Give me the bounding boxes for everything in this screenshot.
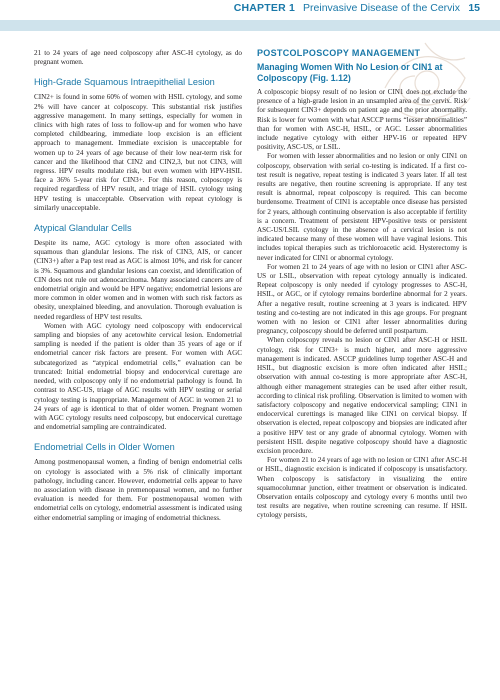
postcolpo-paragraph-3: For women 21 to 24 years of age with no lesion or CIN1 after ASC-US or LSIL, observation with repeat cytology annually is indicated. Repeat colposcopy is only needed if cytology progresses to ASC-H, HSIL, or AGC, or if cytology remains borderline abnormal for 2 years. After a negative result, routine screening at 3 years is indicated. HPV testing and co-testing are not indicated in this age groups. For pregnant women with no lesion or CIN1 after lesser abnormalities during pregnancy, colposcopy should be deferred until postpartum. <box>257 262 467 336</box>
postcolpo-paragraph-5: For women 21 to 24 years of age with no lesion or CIN1 after ASC-H or HSIL, diagnostic excision is indicated if colposcopy is unsatisfactory. When colposcopy is satisfactory in visualizing the entire squamocolumnar junction, either treatment or observation is indicated. Observation entails colposcopy and cytology every 6 months until two test results are negative, when routine screening can resume. If HSIL cytology persists, <box>257 456 467 520</box>
endometrial-paragraph: Among postmenopausal women, a finding of benign endometrial cells on cytology is associated with a 5% risk of clinically important pathology, including cancer. However, endometrial cells appear to have no association with disease in premenopausal women, and no further evaluation is needed for them. For postmenopausal women with endometrial cells on cytology, endometrial assessment is indicated using either endometrial sampling or imaging of endometrial thickness. <box>34 458 242 522</box>
running-head <box>234 2 460 14</box>
endometrial-heading: Endometrial Cells in Older Women <box>34 442 175 453</box>
page-header <box>0 0 500 38</box>
postcolpo-paragraph-4: When colposcopy reveals no lesion or CIN1 after ASC-H or HSIL cytology, risk for CIN3+ is much higher, and more aggressive management is indicated. ASCCP guidelines lump together ASC-H and HSIL, but diagnostic excision is more often indicated after HSIL; observation with annual co-testing is more appropriate after ASC-H, although either management strategies can be used after either result, according to clinical risk profiling. Observation is limited to women with satisfactory colposcopy and negative endocervical sampling; CIN1 in endocervical curettings is managed like CIN1 on cervical biopsy. If observation is elected, repeat colposcopy and biopsies are indicated after a positive HPV test or any grade of abnormal cytology. Women with persistent HSIL despite negative colposcopy should have a diagnostic excision procedure. <box>257 336 467 455</box>
header-bar <box>0 20 500 31</box>
subsection-heading-line1: Managing Women With No Lesion or CIN1 at <box>257 62 443 72</box>
hsil-heading: High-Grade Squamous Intraepithelial Lesion <box>34 77 215 88</box>
agc-paragraph-1: Despite its name, AGC cytology is more often associated with squamous than glandular lesions. The risk of CIN3, AIS, or cancer (CIN3+) after a Pap test read as AGC is almost 10%, and risk for cancer is 3%. Squamous and glandular lesions can coexist, and identification of CIN does not rule out adenocarcinoma. Many associated cancers are of endometrial origin and would be HPV negative; endometrial lesions are more common in older women and in women with such risk factors as obesity, unexplained bleeding, and anovulation. Thorough evaluation is needed regardless of HPV test results. <box>34 239 242 321</box>
postcolpo-paragraph-2: For women with lesser abnormalities and no lesion or only CIN1 on colposcopy, observation with serial co-testing is indicated. If a first co-test result is negative, repeat testing is indicated 3 years later. If all test results are negative, then routine screening is appropriate. If any test result is abnormal, repeat colposcopy is required. This can become burdensome. Treatment of CIN1 is acceptable once disease has persisted for 2 years, although continuing observation is also acceptable if fertility is a concern. Treatment of persistent HPV-positive tests or persistent ASC-US/LSIL cytology in the absence of a cervical lesion is not indicated because many of these women will have vaginal lesions. This includes topical therapies such as trichloroacetic acid. Hysterectomy is never indicated for CIN1 or abnormal cytology. <box>257 152 467 262</box>
hsil-paragraph: CIN2+ is found in some 60% of women with HSIL cytology, and some 2% will have cancer at colposcopy. This substantial risk justifies aggressive management. In many settings, especially for women in clinics with high rates of loss to follow-up and for women who have completed childbearing, immediate loop excision is an efficient approach to management. Immediate excision is unacceptable for women up to 24 years of age because of their low near-term risk for cancer and the likelihood that CIN2 and CIN2,3, but not CIN3, will regress. HPV results modulate risk, but even women with HPV-HSIL face a 36% 5-year risk for CIN3+. For this reason, colposcopy is required regardless of HPV result, and triage of HSIL cytology using HPV testing is unacceptable. Observation with repeat cytology is similarly unacceptable. <box>34 93 242 212</box>
chapter-title: Preinvasive Disease of the Cervix <box>303 2 460 14</box>
agc-paragraph-2: Women with AGC cytology need colposcopy with endocervical sampling and biopsies of any acetowhite cervical lesion. Endometrial sampling is needed if the patient is older than 35 years of age or if endometrial cancer risk factors are present. For women with AGC subcategorized as “atypical endometrial cells,” evaluation can be truncated: Initial endometrial biopsy and endocervical curettage are needed, with colposcopy only if no endometrial pathology is found. In contrast to ASC-US, triage of AGC results with HPV testing or serial cytology testing is inappropriate. Management of AGC in women 21 to 24 years of age is identical to that of older women. Pregnant women with AGC cytology results need colposcopy, but endocervical curettage and endometrial sampling are contraindicated. <box>34 321 242 432</box>
section-heading: POSTCOLPOSCOPY MANAGEMENT <box>257 48 421 58</box>
chapter-label: CHAPTER 1 <box>233 2 296 14</box>
intro-paragraph: 21 to 24 years of age need colposcopy after ASC-H cytology, as do pregnant women. <box>34 49 242 67</box>
left-column <box>34 49 242 523</box>
agc-heading: Atypical Glandular Cells <box>34 223 132 234</box>
right-column <box>257 48 467 521</box>
subsection-heading-line2: Colposcopy (Fig. 1.12) <box>257 73 351 83</box>
subsection-heading <box>257 62 467 84</box>
postcolpo-paragraph-1: A colposcopic biopsy result of no lesion or CIN1 does not exclude the presence of a high-grade lesion in an unsampled area of the cervix. Risk for subsequent CIN3+ depends on patient age and the prior abnormality. Risk is lower for women with what ASCCP terms “lesser abnormalities” than for women with ASC-H, HSIL, or AGC. Lesser abnormalities include negative cytology with either HPV-16 or repeated HPV positivity, ASC-US, or LSIL. <box>257 88 467 152</box>
page-number: 15 <box>468 2 480 14</box>
